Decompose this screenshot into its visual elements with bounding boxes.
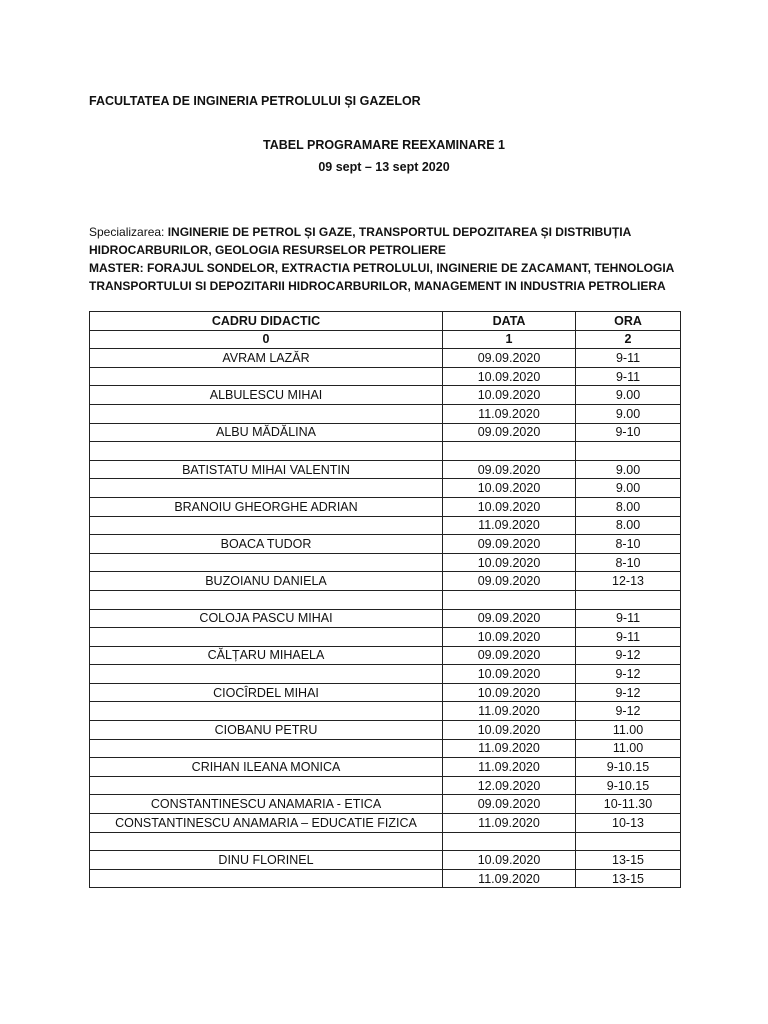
time-cell: 9-12 bbox=[576, 665, 681, 684]
teacher-cell bbox=[90, 479, 443, 498]
teacher-cell bbox=[90, 404, 443, 423]
table-row bbox=[90, 758, 681, 777]
table-row bbox=[90, 665, 681, 684]
table-row bbox=[90, 628, 681, 647]
table-row bbox=[90, 404, 681, 423]
time-cell: 8-10 bbox=[576, 553, 681, 572]
date-cell: 11.09.2020 bbox=[443, 404, 576, 423]
time-cell: 9-11 bbox=[576, 349, 681, 368]
teacher-cell bbox=[90, 832, 443, 851]
table-row bbox=[90, 442, 681, 461]
teacher-cell: CIOBANU PETRU bbox=[90, 721, 443, 740]
table-row bbox=[90, 795, 681, 814]
table-row bbox=[90, 721, 681, 740]
table-row bbox=[90, 590, 681, 609]
teacher-cell: BOACA TUDOR bbox=[90, 535, 443, 554]
date-cell: 11.09.2020 bbox=[443, 758, 576, 777]
date-cell: 10.09.2020 bbox=[443, 665, 576, 684]
teacher-cell: CONSTANTINESCU ANAMARIA – EDUCATIE FIZICA bbox=[90, 814, 443, 833]
date-cell: 11.09.2020 bbox=[443, 516, 576, 535]
time-cell bbox=[576, 590, 681, 609]
time-cell bbox=[576, 832, 681, 851]
time-cell: 11.00 bbox=[576, 739, 681, 758]
teacher-cell bbox=[90, 516, 443, 535]
date-cell: 10.09.2020 bbox=[443, 851, 576, 870]
document-title: TABEL PROGRAMARE REEXAMINARE 1 bbox=[263, 138, 505, 152]
header-ora: ORA bbox=[576, 312, 681, 331]
time-cell: 9.00 bbox=[576, 479, 681, 498]
time-cell: 13-15 bbox=[576, 869, 681, 888]
time-cell: 10-11.30 bbox=[576, 795, 681, 814]
table-row bbox=[90, 497, 681, 516]
table-row bbox=[90, 683, 681, 702]
date-cell bbox=[443, 590, 576, 609]
date-cell: 11.09.2020 bbox=[443, 869, 576, 888]
teacher-cell bbox=[90, 590, 443, 609]
teacher-cell: AVRAM LAZĂR bbox=[90, 349, 443, 368]
teacher-cell: CĂLȚARU MIHAELA bbox=[90, 646, 443, 665]
table-row bbox=[90, 349, 681, 368]
date-cell: 10.09.2020 bbox=[443, 628, 576, 647]
teacher-cell bbox=[90, 776, 443, 795]
specialization-label: Specializarea: bbox=[89, 225, 168, 239]
teacher-cell bbox=[90, 628, 443, 647]
table-row bbox=[90, 814, 681, 833]
teacher-cell: ALBULESCU MIHAI bbox=[90, 386, 443, 405]
table-row bbox=[90, 832, 681, 851]
time-cell: 9-12 bbox=[576, 702, 681, 721]
date-cell: 10.09.2020 bbox=[443, 721, 576, 740]
table-row bbox=[90, 516, 681, 535]
faculty-name: FACULTATEA DE INGINERIA PETROLULUI ȘI GAZELOR bbox=[89, 94, 421, 108]
teacher-cell bbox=[90, 869, 443, 888]
table-row bbox=[90, 386, 681, 405]
date-cell: 11.09.2020 bbox=[443, 702, 576, 721]
specialization-block bbox=[89, 223, 689, 295]
time-cell: 9.00 bbox=[576, 386, 681, 405]
teacher-cell: ALBU MĂDĂLINA bbox=[90, 423, 443, 442]
time-cell bbox=[576, 442, 681, 461]
table-row bbox=[90, 423, 681, 442]
teacher-cell bbox=[90, 442, 443, 461]
table-row bbox=[90, 535, 681, 554]
time-cell: 9-11 bbox=[576, 628, 681, 647]
table-header-row bbox=[90, 312, 681, 331]
table-row bbox=[90, 572, 681, 591]
table-row bbox=[90, 702, 681, 721]
teacher-cell bbox=[90, 702, 443, 721]
date-cell: 11.09.2020 bbox=[443, 814, 576, 833]
date-cell: 09.09.2020 bbox=[443, 460, 576, 479]
time-cell: 10-13 bbox=[576, 814, 681, 833]
teacher-cell: CRIHAN ILEANA MONICA bbox=[90, 758, 443, 777]
teacher-cell bbox=[90, 739, 443, 758]
time-cell: 9.00 bbox=[576, 460, 681, 479]
time-cell: 8.00 bbox=[576, 497, 681, 516]
date-cell: 09.09.2020 bbox=[443, 795, 576, 814]
time-cell: 11.00 bbox=[576, 721, 681, 740]
date-cell: 12.09.2020 bbox=[443, 776, 576, 795]
date-cell: 10.09.2020 bbox=[443, 553, 576, 572]
time-cell: 9-10 bbox=[576, 423, 681, 442]
schedule-table bbox=[89, 311, 681, 888]
time-cell: 9-12 bbox=[576, 646, 681, 665]
date-cell: 10.09.2020 bbox=[443, 386, 576, 405]
index-cell: 1 bbox=[443, 330, 576, 349]
table-row bbox=[90, 646, 681, 665]
table-row bbox=[90, 553, 681, 572]
time-cell: 9-10.15 bbox=[576, 776, 681, 795]
time-cell: 9.00 bbox=[576, 404, 681, 423]
teacher-cell bbox=[90, 553, 443, 572]
date-cell bbox=[443, 442, 576, 461]
table-index-row bbox=[90, 330, 681, 349]
teacher-cell bbox=[90, 367, 443, 386]
time-cell: 9-11 bbox=[576, 609, 681, 628]
header-cadru-didactic: CADRU DIDACTIC bbox=[90, 312, 443, 331]
date-cell: 09.09.2020 bbox=[443, 609, 576, 628]
exam-period: 09 sept – 13 sept 2020 bbox=[318, 160, 450, 174]
teacher-cell: COLOJA PASCU MIHAI bbox=[90, 609, 443, 628]
teacher-cell bbox=[90, 665, 443, 684]
date-cell: 10.09.2020 bbox=[443, 683, 576, 702]
date-cell: 10.09.2020 bbox=[443, 479, 576, 498]
specialization-line-1: Specializarea: INGINERIE DE PETROL ȘI GAZE, TRANSPORTUL DEPOZITAREA ȘI DISTRIBUȚIA bbox=[89, 225, 632, 239]
time-cell: 9-10.15 bbox=[576, 758, 681, 777]
master-line-2: TRANSPORTULUI SI DEPOZITARII HIDROCARBURILOR, MANAGEMENT IN INDUSTRIA PETROLIERA bbox=[89, 279, 666, 293]
date-cell: 10.09.2020 bbox=[443, 497, 576, 516]
time-cell: 8-10 bbox=[576, 535, 681, 554]
table-row bbox=[90, 479, 681, 498]
teacher-cell: CONSTANTINESCU ANAMARIA - ETICA bbox=[90, 795, 443, 814]
date-cell: 09.09.2020 bbox=[443, 423, 576, 442]
teacher-cell: BUZOIANU DANIELA bbox=[90, 572, 443, 591]
time-cell: 9-11 bbox=[576, 367, 681, 386]
time-cell: 12-13 bbox=[576, 572, 681, 591]
teacher-cell: CIOCÎRDEL MIHAI bbox=[90, 683, 443, 702]
specialization-line-2: HIDROCARBURILOR, GEOLOGIA RESURSELOR PETROLIERE bbox=[89, 243, 446, 257]
date-cell: 09.09.2020 bbox=[443, 646, 576, 665]
table-row bbox=[90, 776, 681, 795]
table-row bbox=[90, 367, 681, 386]
time-cell: 13-15 bbox=[576, 851, 681, 870]
teacher-cell: BRANOIU GHEORGHE ADRIAN bbox=[90, 497, 443, 516]
header-data: DATA bbox=[443, 312, 576, 331]
date-cell: 09.09.2020 bbox=[443, 535, 576, 554]
master-line-1: MASTER: FORAJUL SONDELOR, EXTRACTIA PETROLULUI, INGINERIE DE ZACAMANT, TEHNOLOGIA bbox=[89, 261, 675, 275]
table-row bbox=[90, 869, 681, 888]
date-cell: 09.09.2020 bbox=[443, 572, 576, 591]
table-row bbox=[90, 851, 681, 870]
index-cell: 2 bbox=[576, 330, 681, 349]
table-row bbox=[90, 460, 681, 479]
time-cell: 9-12 bbox=[576, 683, 681, 702]
date-cell: 09.09.2020 bbox=[443, 349, 576, 368]
index-cell: 0 bbox=[90, 330, 443, 349]
date-cell: 10.09.2020 bbox=[443, 367, 576, 386]
teacher-cell: BATISTATU MIHAI VALENTIN bbox=[90, 460, 443, 479]
date-cell: 11.09.2020 bbox=[443, 739, 576, 758]
time-cell: 8.00 bbox=[576, 516, 681, 535]
teacher-cell: DINU FLORINEL bbox=[90, 851, 443, 870]
table-row bbox=[90, 609, 681, 628]
table-row bbox=[90, 739, 681, 758]
date-cell bbox=[443, 832, 576, 851]
